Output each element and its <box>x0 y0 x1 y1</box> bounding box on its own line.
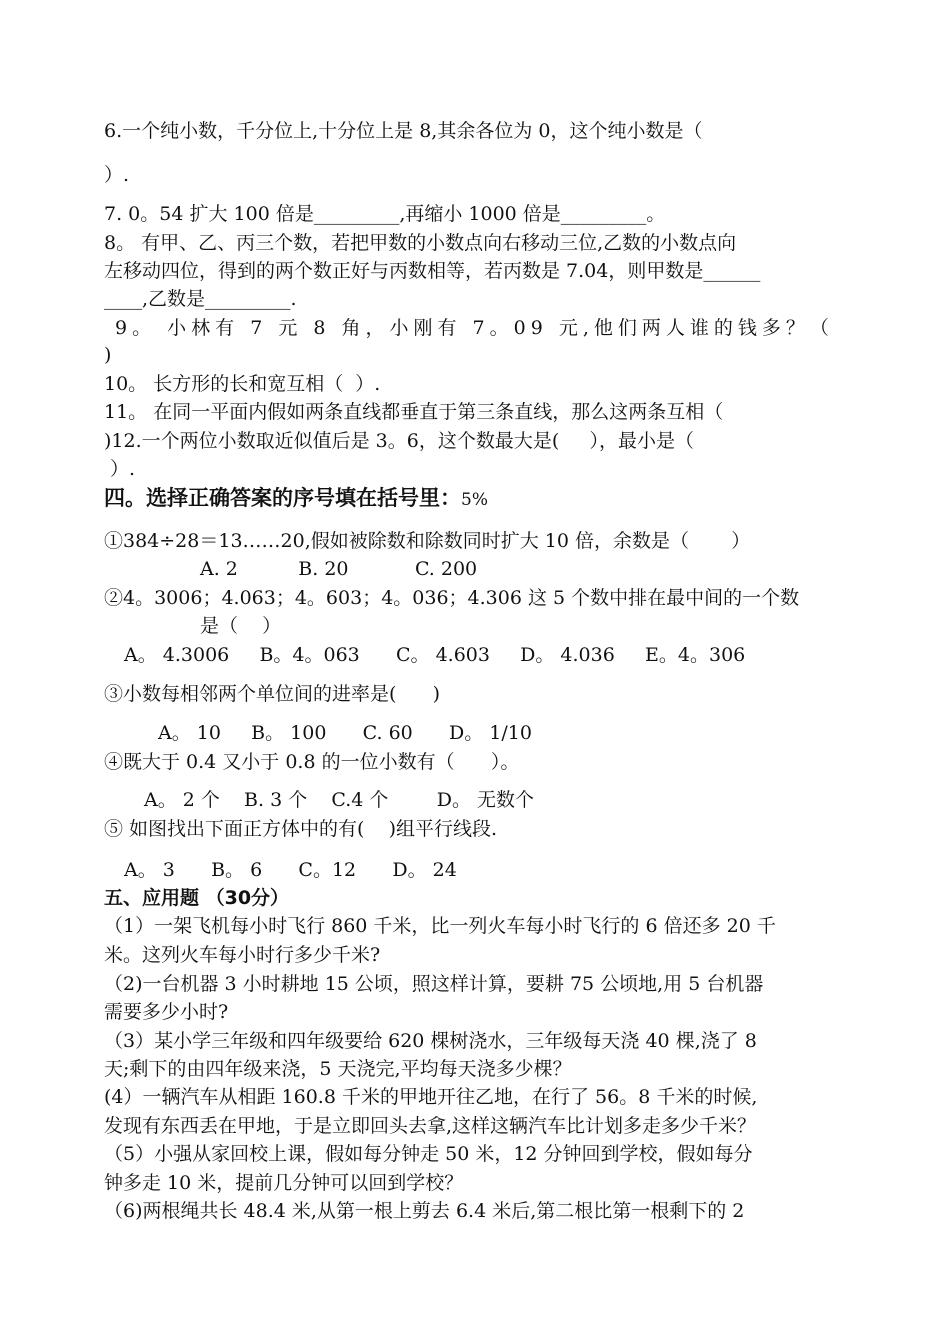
q9-line2: ) <box>104 344 112 366</box>
q8-line2: 左移动四位，得到的两个数正好与丙数相等，若丙数是 7.04，则甲数是______ <box>104 260 761 282</box>
q8-line3: ____,乙数是_________. <box>104 288 297 310</box>
q8-line1: 8。 有甲、乙、丙三个数，若把甲数的小数点向右移动三位,乙数的小数点向 <box>104 232 737 254</box>
s4-q4: ④既大于 0.4 又小于 0.8 的一位小数有（ ）。 <box>104 751 520 773</box>
s5-p4-line1: (4）一辆汽车从相距 160.8 千米的甲地开往乙地，在行了 56。8 千米的时候, <box>104 1086 758 1108</box>
s4-q5-options: A。 3 B。 6 C。12 D。 24 <box>124 859 457 881</box>
s4-q3: ③小数每相邻两个单位间的进率是( ) <box>104 683 441 705</box>
s5-p2-line2: 需要多少小时? <box>104 1001 229 1023</box>
s5-p3-line1: （3）某小学三年级和四年级要给 620 棵树浇水，三年级每天浇 40 棵,浇了 8 <box>104 1030 757 1052</box>
s4-q2-options: A。 4.3006 B。4。063 C。 4.603 D。 4.036 E。4。306 <box>124 644 746 666</box>
s4-q2-line2: 是（ ） <box>200 615 282 637</box>
q12-line1: )12.一个两位小数取近似值后是 3。6，这个数最大是( ），最小是（ <box>104 430 694 452</box>
q12-line2: ）. <box>104 458 136 480</box>
q6-line1: 6.一个纯小数，千分位上,十分位上是 8,其余各位为 0，这个纯小数是（ <box>104 120 703 142</box>
s5-p4-line2: 发现有东西丢在甲地，于是立即回头去拿,这样这辆汽车比计划多走多少千米？ <box>104 1115 757 1137</box>
q9-line1: 9。 小林有 7 元 8 角，小刚有 7。09 元,他们两人谁的钱多？（ <box>104 317 834 339</box>
s5-p3-line2: 天;剩下的由四年级来浇，5 天浇完,平均每天浇多少棵？ <box>104 1058 572 1080</box>
s5-p5-line1: （5）小强从家回校上课，假如每分钟走 50 米，12 分钟回到学校，假如每分 <box>104 1143 753 1165</box>
section5-title: 五、应用题 （30分） <box>104 887 290 909</box>
s5-p1-line1: （1）一架飞机每小时飞行 860 千米，比一列火车每小时飞行的 6 倍还多 20 千 <box>104 915 776 937</box>
s4-q3-options: A。 10 B。 100 C. 60 D。 1/10 <box>158 722 532 744</box>
s4-q4-options: A。 2 个 B. 3 个 C.4 个 D。 无数个 <box>144 789 534 811</box>
s5-p6-line1: （6)两根绳共长 48.4 米,从第一根上剪去 6.4 米后,第二根比第一根剩下的 2 <box>104 1200 745 1222</box>
s4-q2-line1: ②4。3006；4.063；4。603；4。036；4.306 这 5 个数中排在最中间的一个数 <box>104 587 800 609</box>
s5-p2-line1: （2)一台机器 3 小时耕地 15 公顷，照这样计算，要耕 75 公顷地,用 5 台机器 <box>104 973 764 995</box>
s5-p5-line2: 钟多走 10 米，提前几分钟可以回到学校？ <box>104 1172 464 1194</box>
section4-percent: 5% <box>461 490 488 510</box>
s4-q1: ①384÷28＝13……20,假如被除数和除数同时扩大 10 倍，余数是（ ） <box>104 530 751 552</box>
q6-line2: ）. <box>104 164 130 186</box>
q7: 7. 0。54 扩大 100 倍是_________,再缩小 1000 倍是_________。 <box>104 203 666 225</box>
q10: 10。 长方形的长和宽互相（ ）. <box>104 373 381 395</box>
s4-q1-options: A. 2 B. 20 C. 200 <box>200 558 478 580</box>
section4-title: 四。选择正确答案的序号填在括号里：5% <box>104 486 488 510</box>
s5-p1-line2: 米。这列火车每小时行多少千米? <box>104 944 381 966</box>
s4-q5: ⑤ 如图找出下面正方体中的有( )组平行线段. <box>104 818 498 840</box>
q11: 11。 在同一平面内假如两条直线都垂直于第三条直线，那么这两条互相（ <box>104 401 724 423</box>
